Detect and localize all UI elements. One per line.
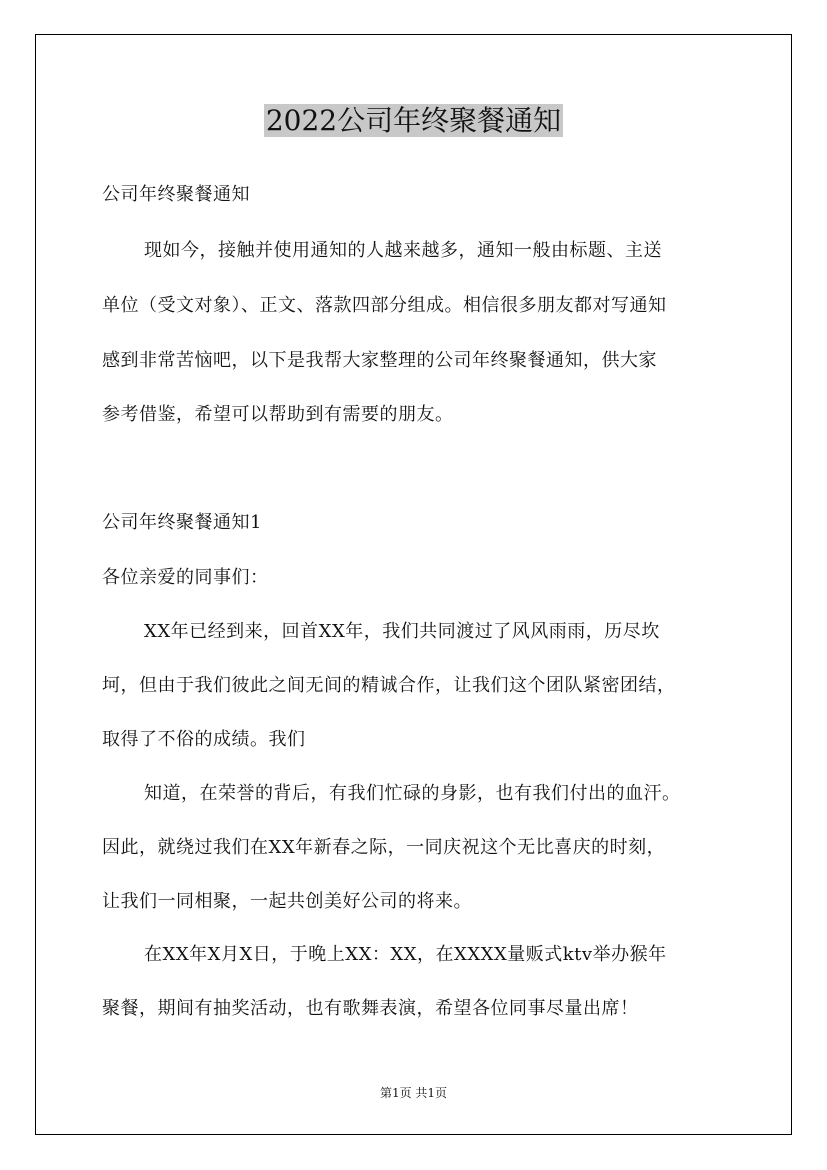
intro-line: 现如今，接触并使用通知的人越来越多，通知一般由标题、主送 (144, 240, 662, 261)
page-footer: 第1页 共1页 (379, 1086, 448, 1100)
paragraph-line: 在XX年X月X日，于晚上XX：XX，在XXXX量贩式ktv举办猴年 (144, 944, 667, 965)
document-title: 2022公司年终聚餐通知 (265, 104, 562, 137)
paragraph-line: 因此，就绕过我们在XX年新春之际，一同庆祝这个无比喜庆的时刻， (102, 837, 666, 858)
subtitle: 公司年终聚餐通知 (102, 184, 250, 205)
paragraph-line: 知道，在荣誉的背后，有我们忙碌的身影，也有我们付出的血汗。 (144, 783, 681, 804)
paragraph-line: 让我们一同相聚，一起共创美好公司的将来。 (102, 891, 472, 912)
paragraph-line: 坷，但由于我们彼此之间无间的精诚合作，让我们这个团队紧密团结， (102, 675, 676, 696)
paragraph-line: XX年已经到来，回首XX年，我们共同渡过了风风雨雨，历尽坎 (144, 621, 660, 642)
greeting: 各位亲爱的同事们： (102, 567, 269, 588)
intro-line: 参考借鉴，希望可以帮助到有需要的朋友。 (102, 404, 454, 425)
paragraph-line: 取得了不俗的成绩。我们 (102, 729, 306, 750)
paragraph-line: 聚餐，期间有抽奖活动，也有歌舞表演，希望各位同事尽量出席！ (102, 998, 639, 1019)
intro-line: 感到非常苦恼吧，以下是我帮大家整理的公司年终聚餐通知，供大家 (102, 350, 657, 371)
section-title: 公司年终聚餐通知1 (102, 512, 262, 533)
intro-line: 单位（受文对象）、正文、落款四部分组成。相信很多朋友都对写通知 (102, 295, 667, 316)
